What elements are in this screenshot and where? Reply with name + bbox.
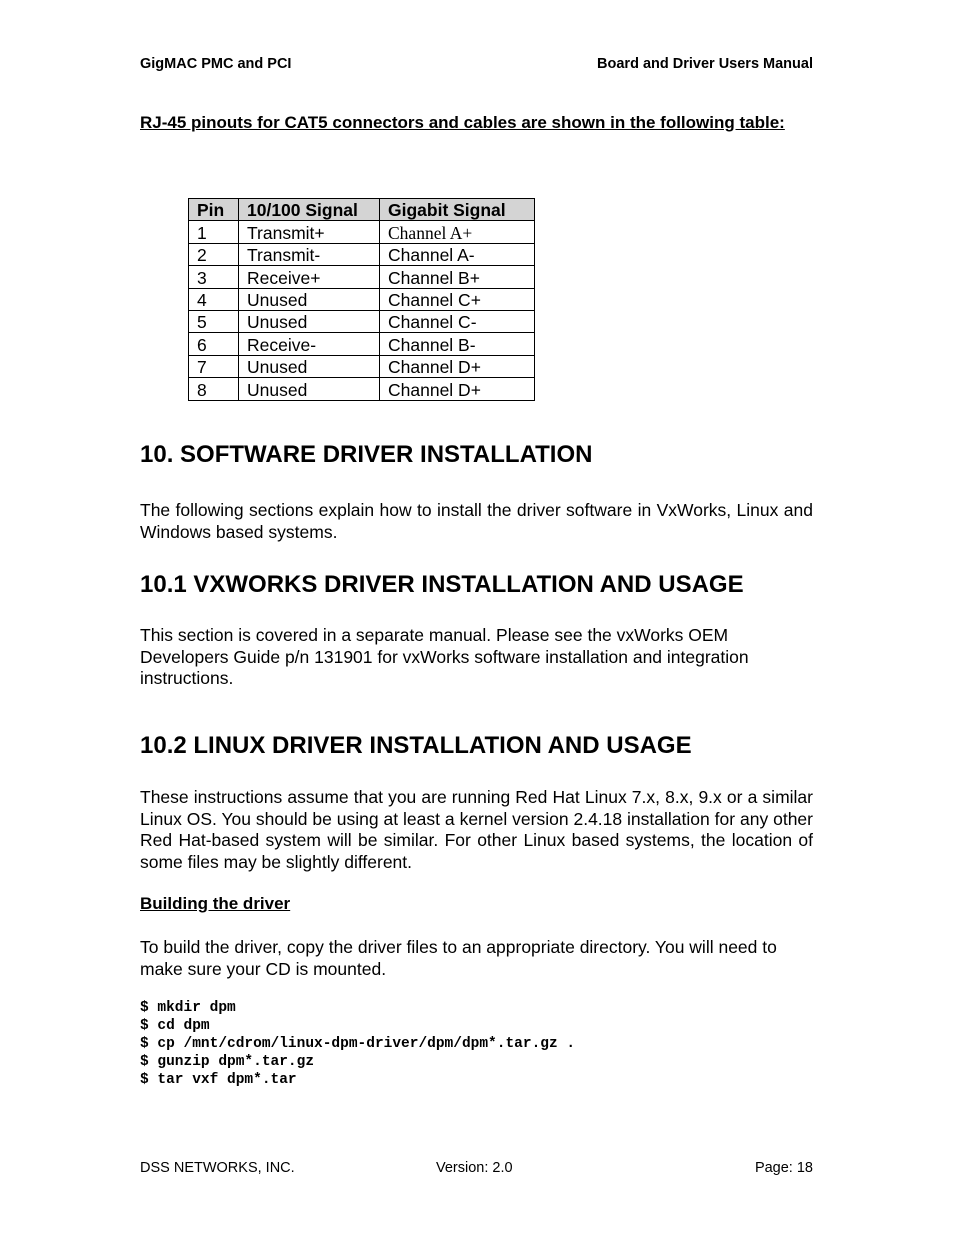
table-row <box>189 310 535 332</box>
column-header-10-100-signal: 10/100 Signal <box>239 199 380 221</box>
column-header-gigabit-signal: Gigabit Signal <box>380 199 535 221</box>
pin-cell: 2 <box>189 243 239 265</box>
command-line: $ cd dpm <box>140 1017 210 1034</box>
gigabit-signal-cell: Channel D+ <box>380 378 535 400</box>
gigabit-signal-cell: Channel C- <box>380 310 535 332</box>
table-row <box>189 333 535 355</box>
rj45-pinout-table <box>188 198 535 401</box>
footer-company: DSS NETWORKS, INC. <box>140 1160 295 1176</box>
gigabit-signal-cell: Channel C+ <box>380 288 535 310</box>
fast-ethernet-signal-cell: Receive- <box>239 333 380 355</box>
table-row <box>189 288 535 310</box>
gigabit-signal-cell: Channel B- <box>380 333 535 355</box>
section-10-1-heading: 10.1 VXWORKS DRIVER INSTALLATION AND USAGE <box>140 571 744 598</box>
column-header-pin: Pin <box>189 199 239 221</box>
table-row <box>189 378 535 400</box>
pin-cell: 1 <box>189 221 239 243</box>
table-intro-heading: RJ-45 pinouts for CAT5 connectors and cables are shown in the following table: <box>140 113 785 132</box>
footer-version: Version: 2.0 <box>436 1160 513 1176</box>
section-10-2-body: These instructions assume that you are running Red Hat Linux 7.x, 8.x, 9.x or a similar Linux OS. You should be using at least a kernel version 2.4.18 installation for any other Red Hat-based system will be similar. For other Linux based systems, the location of some files may be slightly different. <box>140 787 813 872</box>
gigabit-signal-cell: Channel D+ <box>380 355 535 377</box>
pin-cell: 7 <box>189 355 239 377</box>
body-line: instructions. <box>140 668 234 688</box>
command-line: $ gunzip dpm*.tar.gz <box>140 1053 315 1070</box>
section-10-1-body <box>140 625 813 690</box>
gigabit-signal-cell: Channel B+ <box>380 266 535 288</box>
command-line: $ mkdir dpm <box>140 1000 236 1016</box>
table-row <box>189 243 535 265</box>
fast-ethernet-signal-cell: Transmit+ <box>239 221 380 243</box>
gigabit-signal-cell: Channel A- <box>380 243 535 265</box>
fast-ethernet-signal-cell: Transmit- <box>239 243 380 265</box>
fast-ethernet-signal-cell: Unused <box>239 288 380 310</box>
pin-cell: 6 <box>189 333 239 355</box>
table-header-row <box>189 199 535 221</box>
fast-ethernet-signal-cell: Receive+ <box>239 266 380 288</box>
pin-cell: 4 <box>189 288 239 310</box>
body-line: Developers Guide p/n 131901 for vxWorks software installation and integration <box>140 646 749 667</box>
footer-page-number: Page: 18 <box>754 1160 813 1176</box>
table-row <box>189 221 535 243</box>
table-row <box>189 266 535 288</box>
gigabit-signal-cell: Channel A+ <box>380 221 535 243</box>
build-instructions-text: To build the driver, copy the driver files to an appropriate directory. You will need to make sure your CD is mounted. <box>140 937 777 979</box>
pin-cell: 5 <box>189 310 239 332</box>
section-10-2-heading: 10.2 LINUX DRIVER INSTALLATION AND USAGE <box>140 732 692 759</box>
pin-cell: 8 <box>189 378 239 400</box>
fast-ethernet-signal-cell: Unused <box>239 310 380 332</box>
section-10-heading: 10. SOFTWARE DRIVER INSTALLATION <box>140 441 593 468</box>
table-row <box>189 355 535 377</box>
command-line: $ cp /mnt/cdrom/linux-dpm-driver/dpm/dpm*.tar.gz . <box>140 1035 576 1052</box>
body-line: This section is covered in a separate manual. Please see the vxWorks OEM <box>140 625 729 645</box>
section-10-body: The following sections explain how to install the driver software in VxWorks, Linux and Windows based systems. <box>140 500 813 542</box>
pin-cell: 3 <box>189 266 239 288</box>
building-driver-subheading: Building the driver <box>140 894 291 913</box>
command-line: $ tar vxf dpm*.tar <box>140 1071 297 1088</box>
header-right-title: Board and Driver Users Manual <box>597 56 813 72</box>
command-listing <box>140 1000 575 1090</box>
fast-ethernet-signal-cell: Unused <box>239 378 380 400</box>
fast-ethernet-signal-cell: Unused <box>239 355 380 377</box>
header-left-title: GigMAC PMC and PCI <box>140 56 292 72</box>
